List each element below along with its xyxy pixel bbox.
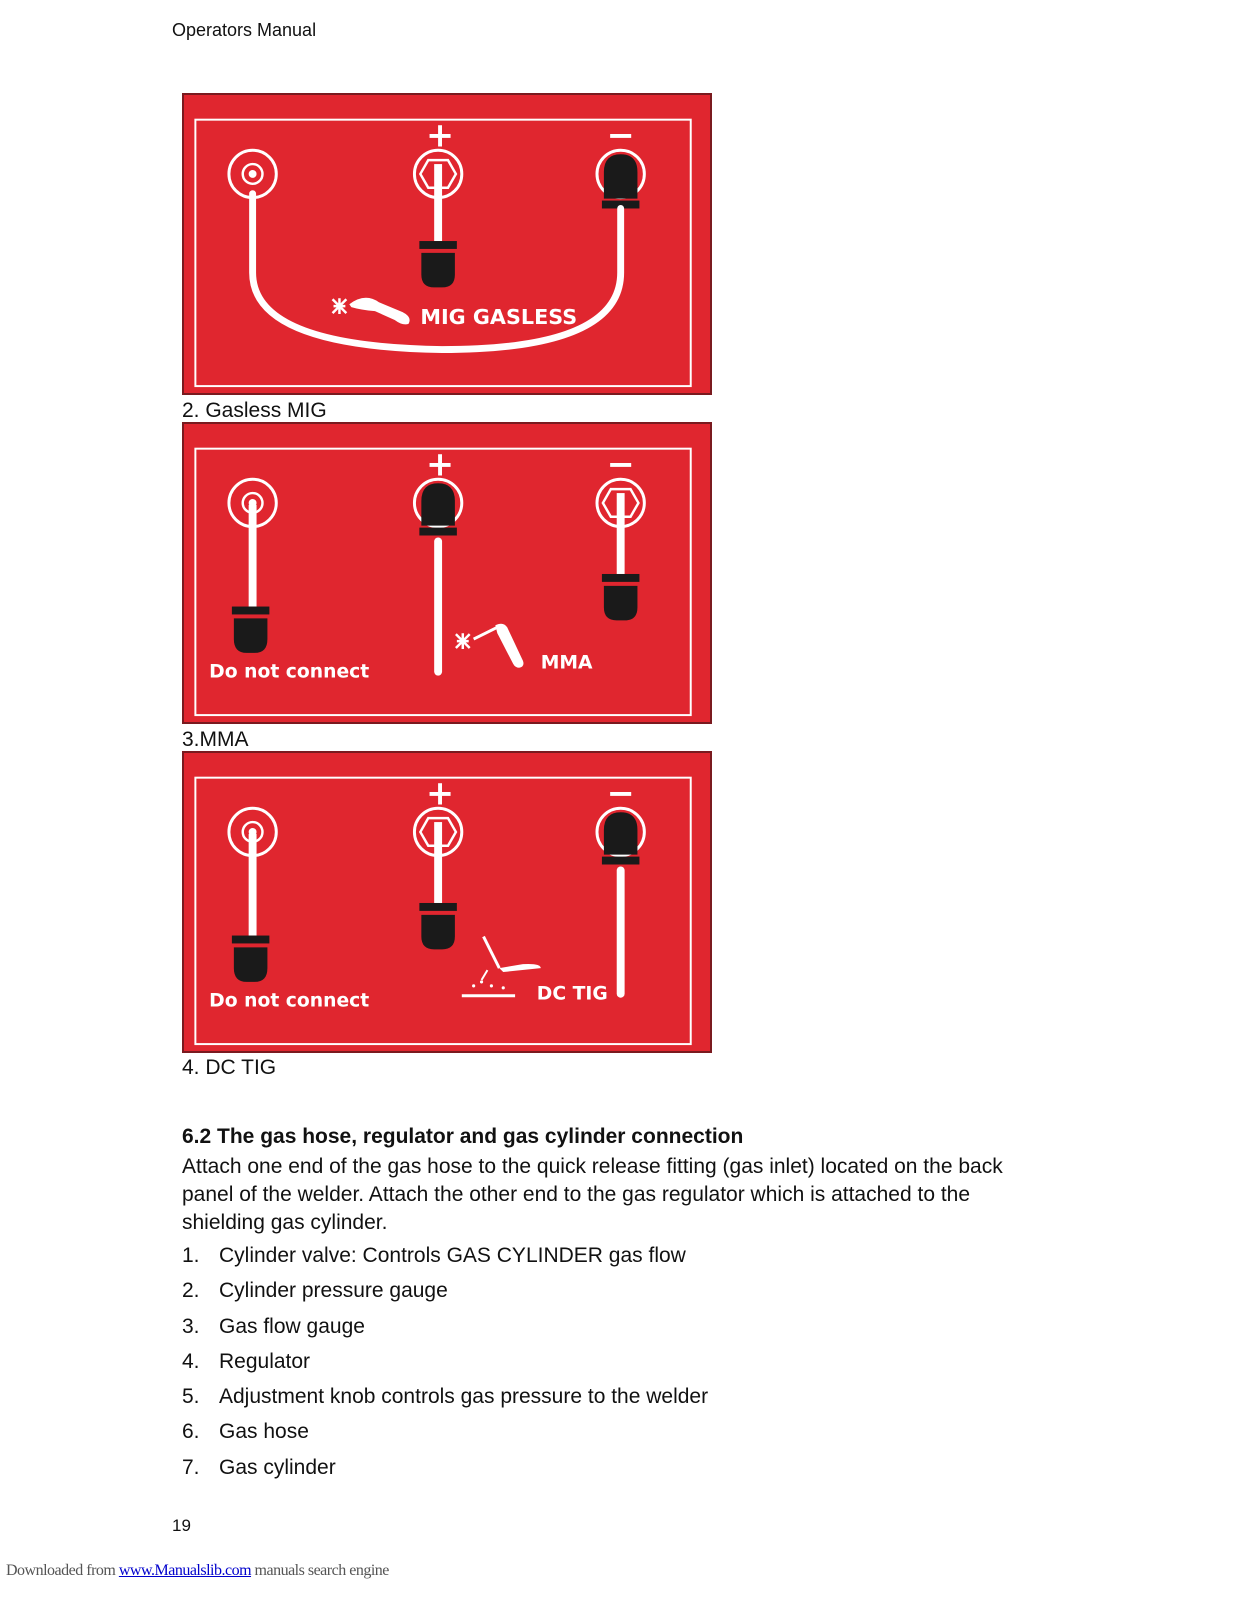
mode-label: MIG GASLESS bbox=[420, 304, 578, 329]
electrode-holder-icon bbox=[456, 624, 524, 668]
list-number: 1. bbox=[182, 1244, 200, 1267]
plus-plug-icon bbox=[419, 241, 456, 287]
minus-socket-icon bbox=[597, 479, 644, 620]
minus-sign: − bbox=[606, 444, 635, 484]
do-not-connect-label: Do not connect bbox=[209, 661, 370, 683]
panel-caption: 2. Gasless MIG bbox=[182, 399, 327, 422]
list-item bbox=[182, 1454, 708, 1489]
list-number: 2. bbox=[182, 1279, 200, 1303]
mode-label: MMA bbox=[540, 652, 593, 674]
gasless-mig-diagram bbox=[182, 93, 712, 395]
minus-sign: − bbox=[606, 115, 635, 155]
panel-caption: 3.MMA bbox=[182, 728, 249, 751]
list-number: 6. bbox=[182, 1420, 200, 1444]
download-footer bbox=[6, 1562, 389, 1580]
section-paragraph: Attach one end of the gas hose to the quick release fitting (gas inlet) located on the back panel of the welder. Attach the other end to the gas regulator which is attached to the shielding gas cylinder. bbox=[182, 1155, 1003, 1234]
list-text: Regulator bbox=[219, 1349, 311, 1373]
minus-sign: − bbox=[606, 773, 635, 813]
list-text: Gas cylinder bbox=[219, 1455, 336, 1479]
list-text: Cylinder valve: Controls GAS CYLINDER gas flow bbox=[219, 1244, 686, 1267]
section-heading: 6.2 The gas hose, regulator and gas cylinder connection bbox=[182, 1125, 744, 1148]
panel-caption: 4. DC TIG bbox=[182, 1056, 277, 1079]
plus-socket-icon bbox=[414, 808, 461, 949]
manualslib-link[interactable]: www.Manualslib.com bbox=[118, 1562, 252, 1579]
minus-plug-icon bbox=[597, 150, 644, 208]
left-plug-icon bbox=[232, 936, 269, 982]
plus-socket-icon bbox=[414, 150, 461, 241]
list-item bbox=[182, 1277, 708, 1312]
mode-label: DC TIG bbox=[536, 983, 608, 1005]
left-plug-icon bbox=[232, 607, 269, 653]
footer-suffix: manuals search engine bbox=[251, 1562, 389, 1579]
plus-sign: + bbox=[426, 773, 455, 813]
tig-torch-icon bbox=[462, 937, 541, 996]
list-number: 3. bbox=[182, 1314, 200, 1338]
list-text: Cylinder pressure gauge bbox=[219, 1279, 448, 1303]
plus-sign: + bbox=[426, 115, 455, 155]
list-item bbox=[182, 1418, 708, 1453]
list-item bbox=[182, 1242, 708, 1277]
page-number: 19 bbox=[172, 1516, 191, 1535]
list-text: Adjustment knob controls gas pressure to the welder bbox=[219, 1385, 709, 1409]
list-item bbox=[182, 1348, 708, 1383]
plus-plug-icon bbox=[414, 479, 461, 675]
mma-diagram bbox=[182, 422, 712, 724]
list-text: Gas flow gauge bbox=[219, 1314, 365, 1338]
list-item bbox=[182, 1383, 708, 1418]
component-list bbox=[182, 1242, 708, 1489]
list-text: Gas hose bbox=[219, 1420, 309, 1444]
plus-sign: + bbox=[426, 444, 455, 484]
left-socket-icon bbox=[229, 808, 276, 935]
mig-torch-icon bbox=[333, 298, 410, 325]
footer-prefix: Downloaded from bbox=[6, 1562, 119, 1579]
list-item bbox=[182, 1313, 708, 1348]
minus-plug-icon bbox=[597, 808, 644, 997]
list-number: 7. bbox=[182, 1455, 200, 1479]
do-not-connect-label: Do not connect bbox=[209, 990, 370, 1012]
page-header: Operators Manual bbox=[172, 20, 317, 40]
dc-tig-diagram bbox=[182, 751, 712, 1053]
list-number: 5. bbox=[182, 1385, 200, 1409]
left-socket-icon bbox=[229, 479, 276, 606]
list-number: 4. bbox=[182, 1349, 200, 1373]
